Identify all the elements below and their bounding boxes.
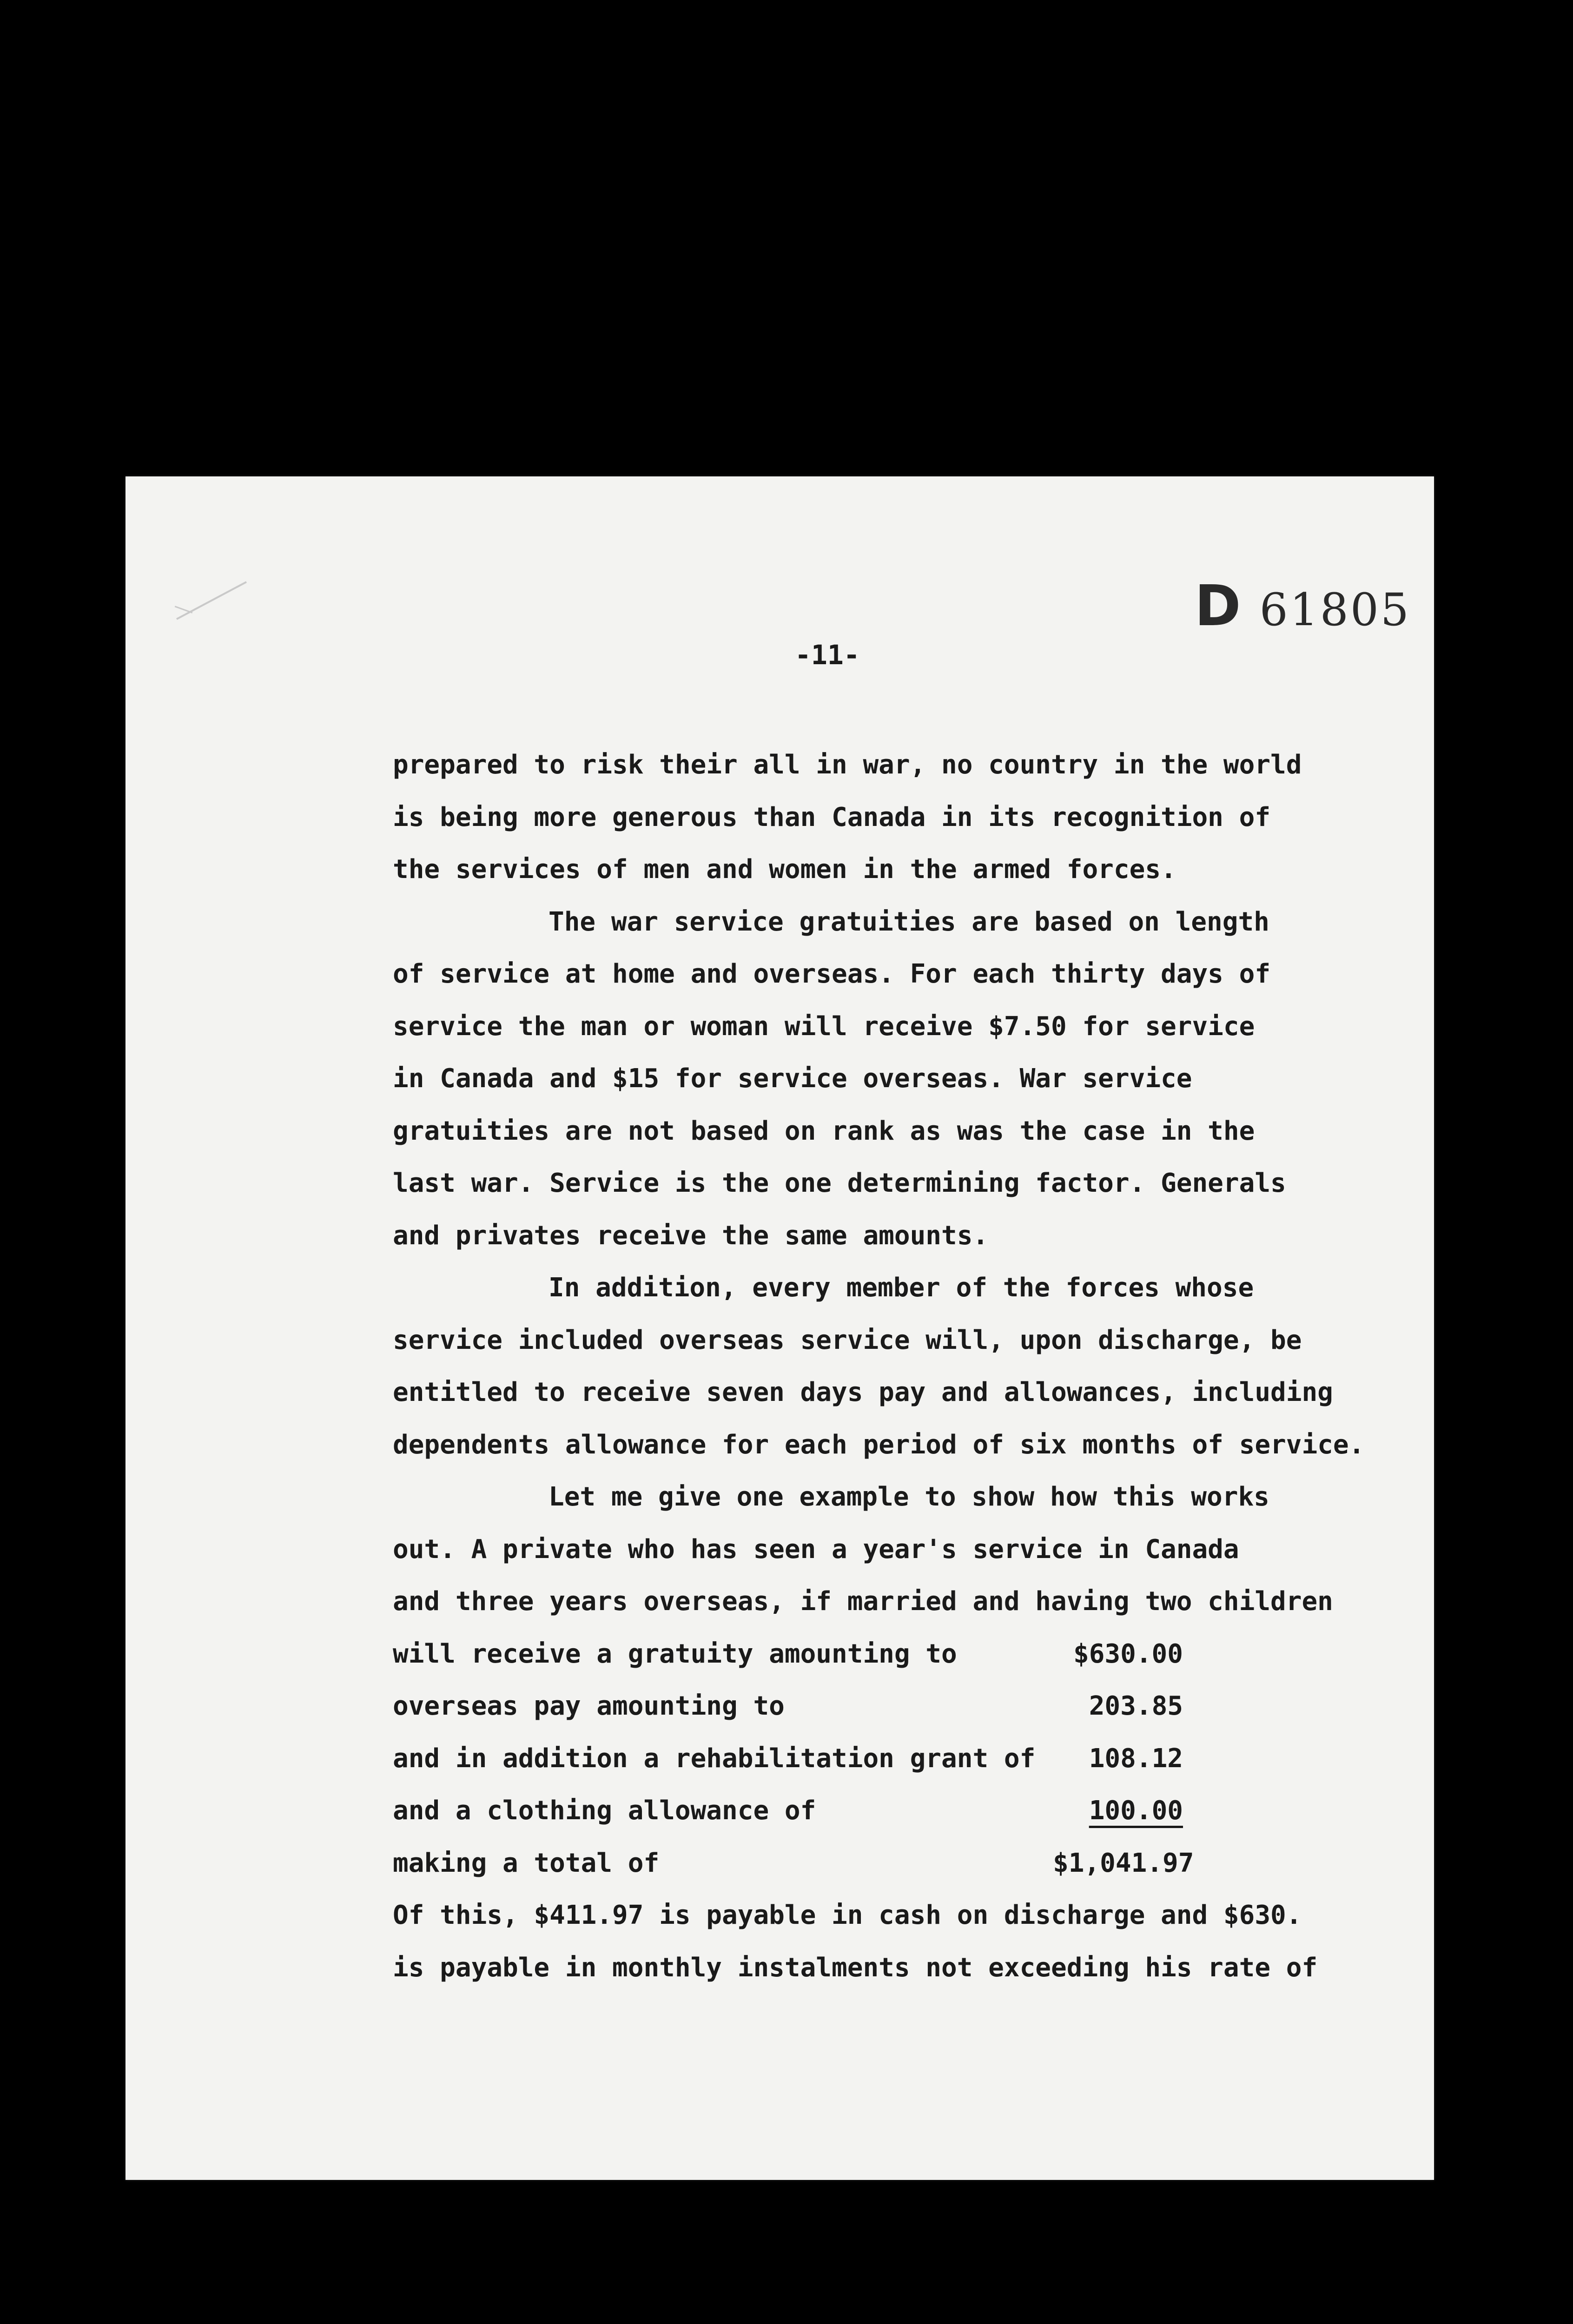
text-line: the services of men and women in the armed forces.: [393, 854, 1176, 885]
tally-label: making a total of: [393, 1848, 660, 1878]
text-line: of service at home and overseas. For each thirty days of: [393, 959, 1271, 989]
stamp-letter: D: [1195, 574, 1241, 639]
document-body: [393, 739, 1392, 1994]
tally-row: [393, 1785, 1392, 1837]
text-line: gratuities are not based on rank as was the case in the: [393, 1116, 1255, 1146]
tally-amount: 100.00: [1089, 1796, 1183, 1826]
archive-stamp: [1195, 574, 1411, 639]
tally-label: will receive a gratuity amounting to: [393, 1638, 957, 1669]
text-line: is payable in monthly instalments not exceeding his rate of: [393, 1952, 1318, 1983]
tally-row: [393, 1628, 1392, 1681]
text-line: is being more generous than Canada in its recognition of: [393, 802, 1271, 832]
text-line: prepared to risk their all in war, no country in the world: [393, 750, 1302, 780]
closing-paragraph: [393, 1889, 1392, 1994]
text-line: dependents allowance for each period of six months of service.: [393, 1429, 1365, 1460]
tally-row: [393, 1680, 1392, 1733]
text-line: Of this, $411.97 is payable in cash on discharge and $630.: [393, 1900, 1302, 1930]
stamp-number: 61805: [1259, 584, 1411, 636]
document-page: [126, 476, 1434, 2180]
tally-amount: 108.12: [1089, 1743, 1183, 1774]
text-line: service the man or woman will receive $7.50 for service: [393, 1011, 1255, 1042]
tally-label: and a clothing allowance of: [393, 1796, 816, 1826]
text-line: in Canada and $15 for service overseas. War service: [393, 1063, 1192, 1094]
paragraph-1: [393, 739, 1392, 896]
text-line: In addition, every member of the forces whose: [549, 1273, 1254, 1303]
tally-label: overseas pay amounting to: [393, 1691, 785, 1721]
tally-amount: 203.85: [1089, 1691, 1183, 1721]
text-line: service included overseas service will, upon discharge, be: [393, 1325, 1302, 1355]
tally-total-row: [393, 1837, 1392, 1890]
tally-table: [393, 1628, 1392, 1890]
text-line: Let me give one example to show how this works: [549, 1482, 1269, 1512]
tally-amount: $630.00: [1073, 1638, 1183, 1669]
text-line: The war service gratuities are based on length: [549, 906, 1269, 937]
paragraph-4: [393, 1471, 1392, 1628]
paragraph-2: [393, 896, 1392, 1262]
page-number: -11-: [795, 639, 860, 671]
text-line: last war. Service is the one determining factor. Generals: [393, 1168, 1286, 1198]
text-line: entitled to receive seven days pay and allowances, including: [393, 1377, 1333, 1407]
text-line: out. A private who has seen a year's service in Canada: [393, 1534, 1239, 1565]
tally-total-amount: $1,041.97: [1053, 1848, 1194, 1878]
tally-row: [393, 1733, 1392, 1785]
tally-label: and in addition a rehabilitation grant of: [393, 1743, 1036, 1774]
text-line: and privates receive the same amounts.: [393, 1220, 989, 1251]
paragraph-3: [393, 1262, 1392, 1471]
text-line: and three years overseas, if married and having two children: [393, 1586, 1333, 1617]
